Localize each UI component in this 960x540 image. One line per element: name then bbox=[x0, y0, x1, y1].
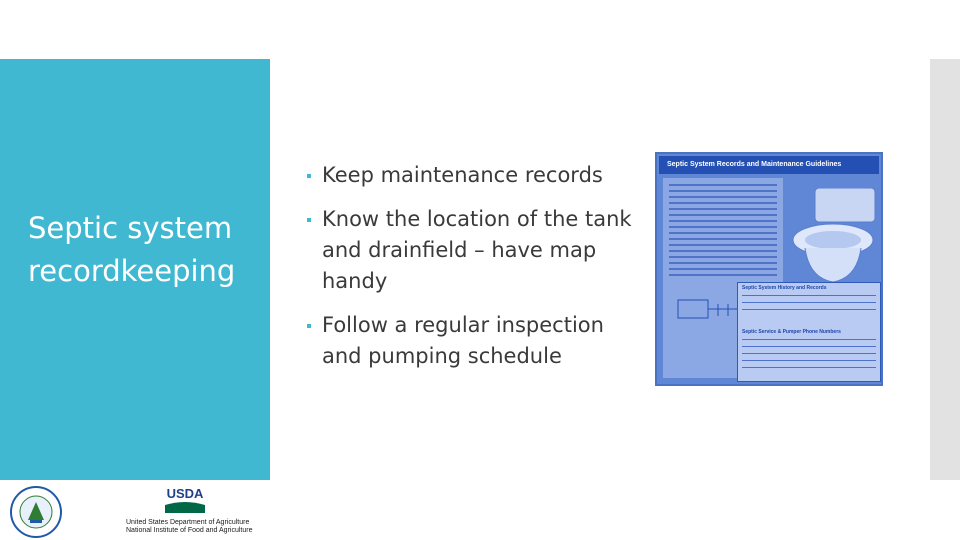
records-form-title: Septic System History and Records bbox=[742, 285, 827, 291]
bullet-item bbox=[303, 204, 633, 297]
usda-logo-text: USDA bbox=[166, 486, 204, 501]
records-form-lines bbox=[742, 295, 876, 316]
bullet-item bbox=[303, 160, 633, 191]
service-numbers-title: Septic Service & Pumper Phone Numbers bbox=[742, 329, 841, 335]
thumbnail-text-lines bbox=[669, 184, 777, 280]
usda-caption-line2: National Institute of Food and Agriculture bbox=[126, 527, 253, 534]
slide-title: Septic system recordkeeping bbox=[28, 211, 236, 288]
right-edge-strip bbox=[930, 59, 960, 480]
bullet-marker bbox=[307, 218, 311, 222]
septic-guide-thumbnail bbox=[655, 152, 883, 386]
bullet-list bbox=[303, 160, 633, 385]
bullet-text: Follow a regular inspection and pumping schedule bbox=[322, 313, 604, 368]
toilet-icon bbox=[785, 188, 879, 288]
bullet-marker bbox=[307, 174, 311, 178]
usda-caption-line1: United States Department of Agriculture bbox=[126, 519, 250, 526]
bullet-text: Know the location of the tank and drainfield – have map handy bbox=[322, 207, 632, 293]
thumbnail-header: Septic System Records and Maintenance Guidelines bbox=[659, 156, 879, 174]
bullet-item bbox=[303, 310, 633, 372]
records-form bbox=[737, 282, 881, 382]
agency-seal-logo bbox=[10, 484, 82, 540]
tank-diagram-icon bbox=[673, 290, 743, 330]
bullet-text: Keep maintenance records bbox=[322, 163, 603, 187]
usda-logo bbox=[160, 485, 210, 515]
service-numbers-lines bbox=[742, 339, 876, 374]
bullet-marker bbox=[307, 324, 311, 328]
usda-caption bbox=[126, 519, 256, 535]
